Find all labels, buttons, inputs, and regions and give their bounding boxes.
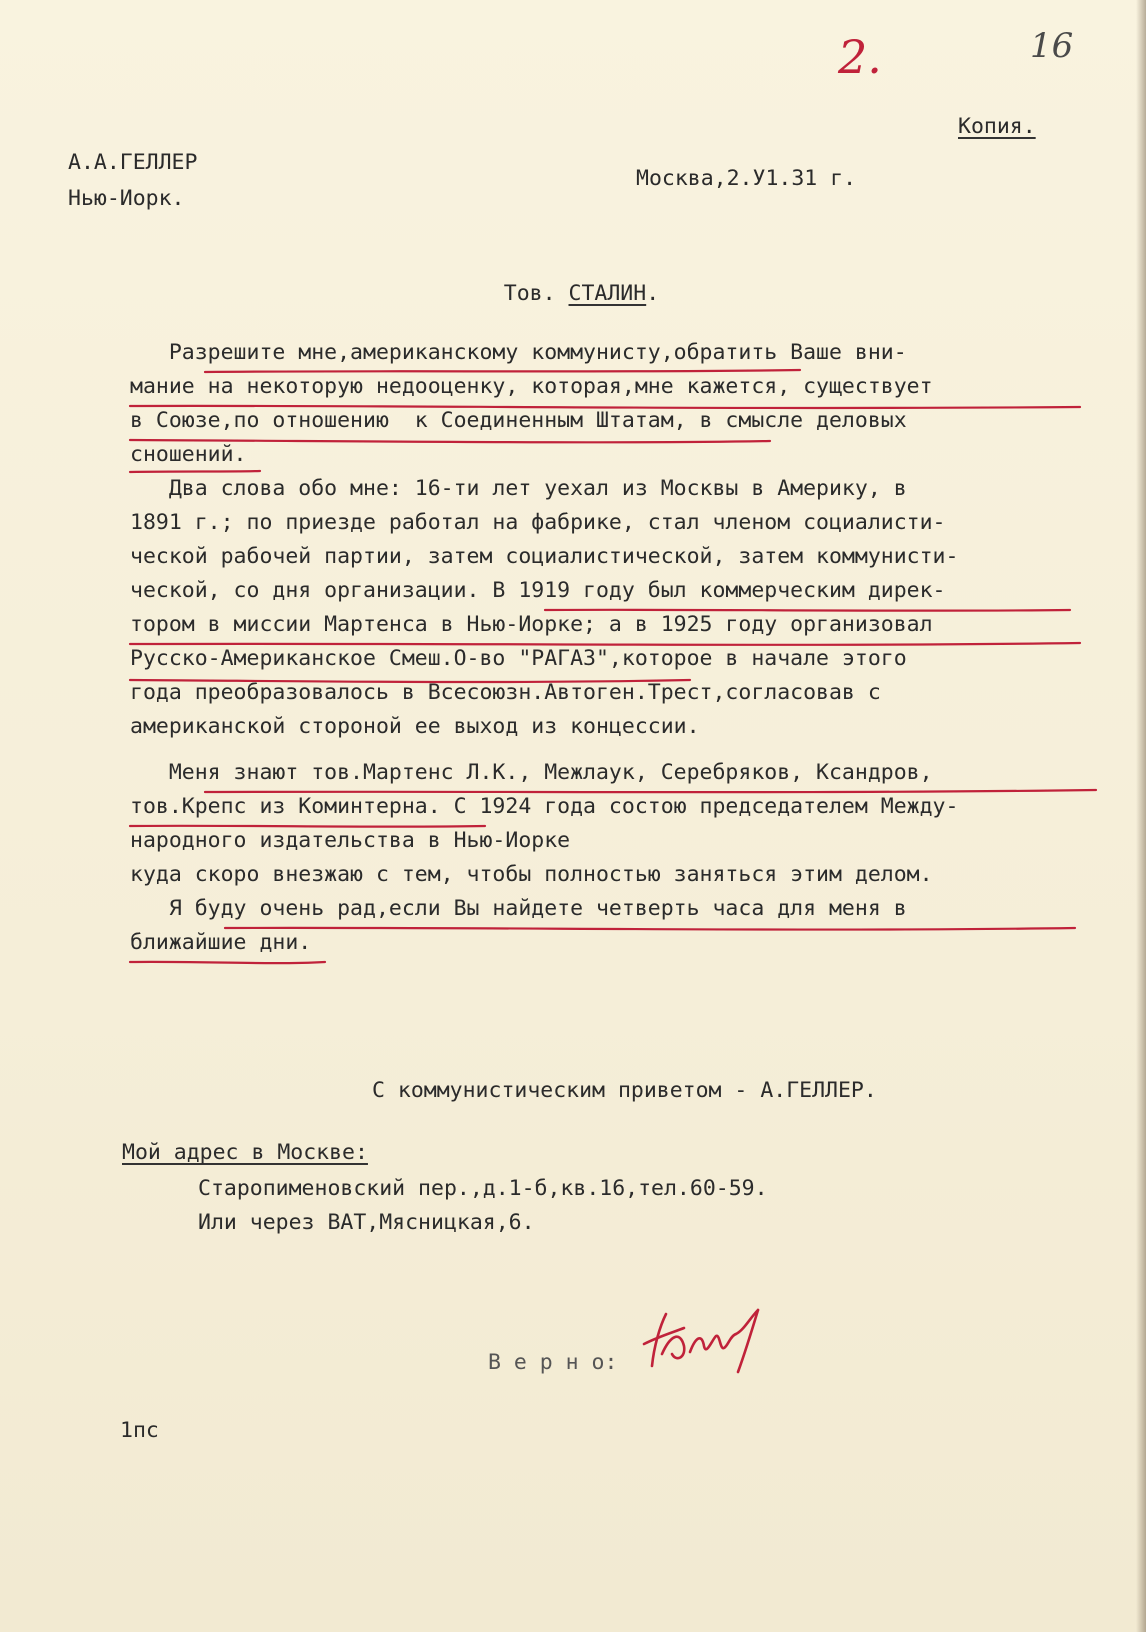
body-line: американской стороной ее выход из концессии. [130, 714, 700, 739]
underline-mark [225, 928, 1075, 930]
footer-code: 1пс [120, 1418, 159, 1443]
body-line: Два слова обо мне: 16-ти лет уехал из Москвы в Америку, в [130, 476, 907, 501]
underline-mark [130, 440, 770, 442]
body-line: тов.Крепс из Коминтерна. С 1924 года состою председателем Между- [130, 794, 959, 819]
body-line: народного издательства в Нью-Иорке [130, 828, 571, 853]
body-line: Я буду очень рад,если Вы найдете четверть часа для меня в [130, 896, 907, 921]
addressee-suffix: . [646, 281, 660, 306]
underline-mark [130, 643, 1080, 645]
closing-greeting: С коммунистическим приветом - А.ГЕЛЛЕР. [372, 1078, 877, 1103]
underline-mark [130, 680, 690, 682]
underline-mark [130, 962, 325, 963]
body-line: года преобразовалось в Всесоюзн.Автоген.Трест,согласовав с [130, 680, 881, 705]
body-line: ческой рабочей партии, затем социалистической, затем коммунисти- [130, 544, 959, 569]
address-line-1: Старопименовский пер.,д.1-б,кв.16,тел.60-59. [198, 1176, 768, 1201]
red-page-number: 2. [838, 30, 882, 84]
certification-label: В е р н о: [488, 1350, 618, 1375]
body-line: мание на некоторую недооценку, которая,мне кажется, существует [130, 374, 933, 399]
addressee-name: СТАЛИН [568, 281, 647, 306]
body-line: Разрешите мне,американскому коммунисту,обратить Ваше вни- [130, 340, 907, 365]
body-line: куда скоро внезжаю с тем, чтобы полностью заняться этим делом. [130, 862, 933, 887]
signature-icon [640, 1306, 770, 1376]
body-line: 1891 г.; по приезде работал на фабрике, стал членом социалисти- [130, 510, 946, 535]
underline-mark [205, 370, 800, 372]
sender-city: Нью-Иорк. [68, 186, 185, 211]
addressee-prefix: Тов. [503, 281, 556, 306]
copy-label: Копия. [958, 114, 1036, 139]
place-date: Москва,2.У1.31 г. [636, 166, 857, 191]
body-line: сношений. [130, 442, 247, 467]
body-line: в Союзе,по отношению к Соединенным Штатам, в смысле деловых [130, 408, 907, 433]
underline-mark [130, 471, 260, 472]
body-line: Русско-Американское Смеш.О-во "РАГАЗ",которое в начале этого [130, 646, 907, 671]
underline-mark [130, 406, 1080, 408]
underline-mark [130, 826, 485, 827]
body-line: Меня знают тов.Мартенс Л.К., Межлаук, Серебряков, Ксандров, [130, 760, 933, 785]
address-label: Мой адрес в Москве: [122, 1140, 368, 1165]
body-line: тором в миссии Мартенса в Нью-Иорке; а в 1925 году организовал [130, 612, 933, 637]
pencil-page-number: 16 [1030, 26, 1074, 66]
underline-mark [205, 790, 1096, 792]
address-line-2: Или через ВАТ,Мясницкая,6. [198, 1210, 535, 1235]
body-line: ческой, со дня организации. В 1919 году был коммерческим дирек- [130, 578, 946, 603]
underline-mark [545, 610, 1070, 611]
sender-name: А.А.ГЕЛЛЕР [68, 150, 198, 175]
body-line: ближайшие дни. [130, 930, 312, 955]
